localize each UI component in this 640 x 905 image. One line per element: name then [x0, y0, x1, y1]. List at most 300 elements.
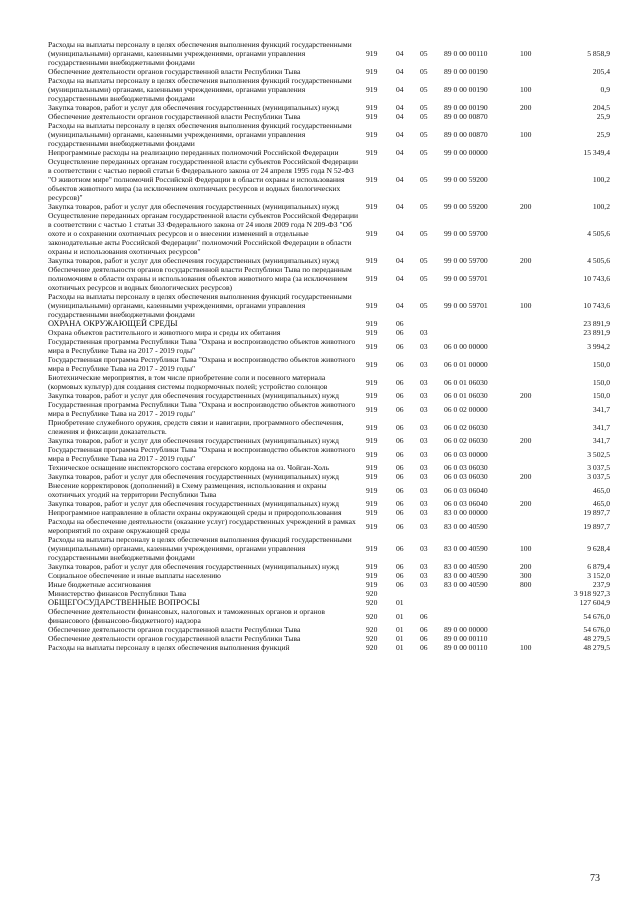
table-row — [48, 535, 610, 562]
section-code — [396, 589, 420, 598]
amount: 3 502,5 — [587, 449, 610, 459]
amount: 23 891,9 — [583, 319, 610, 328]
table-row — [48, 463, 610, 472]
expense-type-code — [520, 319, 558, 328]
ministry-code: 919 — [366, 485, 378, 495]
amount: 0,9 — [600, 85, 610, 94]
item-name: Закупка товаров, работ и услуг для обеспечения государственных (муниципальных) нужд — [48, 499, 339, 508]
expense-type-code: 200 — [520, 562, 532, 571]
table-row — [48, 418, 610, 436]
amount: 341,7 — [592, 436, 610, 445]
item-name: Расходы на обеспечение деятельности (оказание услуг) государственных учреждений в рамках мероприятий по охране окружающей среды — [48, 517, 356, 535]
item-name: Закупка товаров, работ и услуг для обеспечения государственных (муниципальных) нужд — [48, 436, 339, 445]
amount: 237,9 — [592, 580, 610, 589]
amount: 54 676,0 — [583, 611, 610, 621]
expense-type-code — [520, 112, 558, 121]
table-row — [48, 157, 610, 202]
section-code: 04 — [396, 130, 404, 139]
expense-type-code: 200 — [520, 391, 532, 400]
section-code: 06 — [396, 472, 404, 481]
ministry-code: 919 — [366, 449, 378, 459]
amount: 150,0 — [592, 359, 610, 369]
item-name: Расходы на выплаты персоналу в целях обеспечения выполнения функций государственными (муниципальными) органами, казенными учреждениями, органами управления государственными внебюджетными фондами — [48, 76, 352, 103]
amount: 127 604,9 — [579, 598, 610, 607]
ministry-code: 919 — [366, 436, 378, 445]
section-code: 01 — [396, 598, 404, 607]
ministry-code: 919 — [366, 328, 378, 337]
target-article-code: 83 0 00 40590 — [444, 580, 488, 589]
table-row — [48, 256, 610, 265]
amount: 341,7 — [592, 404, 610, 414]
amount: 150,0 — [592, 391, 610, 400]
ministry-code: 920 — [366, 634, 378, 643]
target-article-code: 99 0 00 59700 — [444, 256, 488, 265]
table-row — [48, 319, 610, 328]
table-row — [48, 328, 610, 337]
ministry-code: 919 — [366, 319, 378, 328]
subsection-code: 03 — [420, 571, 428, 580]
table-row — [48, 355, 610, 373]
subsection-code: 03 — [420, 562, 428, 571]
table-row — [48, 625, 610, 634]
subsection-code — [420, 319, 444, 328]
section-code: 04 — [396, 256, 404, 265]
section-code: 06 — [396, 508, 404, 517]
table-row — [48, 589, 610, 598]
subsection-code: 03 — [420, 422, 428, 432]
amount: 100,2 — [592, 175, 610, 184]
target-article-code: 06 0 03 06030 — [444, 463, 488, 472]
table-row — [48, 292, 610, 319]
table-row — [48, 436, 610, 445]
expense-type-code: 200 — [520, 256, 532, 265]
item-name: Обеспечение деятельности органов государственной власти Республики Тыва по переданным полномочиям в области охраны и использования объектов животного мира (за исключением охотничьих ресурсов и водных биологических ресурсов) — [48, 265, 352, 292]
item-name: Государственная программа Республики Тыва "Охрана и воспроизводство объектов животного мира в Республике Тыва на 2017 - 2019 годы" — [48, 400, 356, 418]
target-article-code: 06 0 03 06030 — [444, 472, 488, 481]
expense-type-code — [520, 418, 558, 436]
subsection-code: 06 — [420, 634, 428, 643]
table-row — [48, 580, 610, 589]
ministry-code: 919 — [366, 202, 378, 211]
item-name: Непрограммное направление в области охраны окружающей среды и природопользования — [48, 508, 342, 517]
section-code: 06 — [396, 328, 404, 337]
section-code: 01 — [396, 611, 404, 621]
target-article-code: 99 0 00 59700 — [444, 229, 488, 238]
ministry-code: 920 — [366, 625, 378, 634]
ministry-code: 919 — [366, 103, 378, 112]
ministry-code: 919 — [366, 148, 378, 157]
expense-type-code: 800 — [520, 580, 532, 589]
section-code: 06 — [396, 544, 404, 553]
expense-type-code — [520, 598, 558, 607]
subsection-code — [420, 589, 444, 598]
target-article-code: 89 0 00 00870 — [444, 112, 488, 121]
item-name: Охрана объектов растительного и животного мира и среды их обитания — [48, 328, 281, 337]
subsection-code: 05 — [420, 274, 428, 283]
target-article-code: 83 0 00 40590 — [444, 521, 488, 531]
subsection-code: 05 — [420, 85, 428, 94]
subsection-code: 05 — [420, 148, 428, 157]
ministry-code: 919 — [366, 562, 378, 571]
table-row — [48, 562, 610, 571]
target-article-code: 06 0 02 06030 — [444, 422, 488, 432]
amount: 19 897,7 — [583, 521, 610, 531]
section-code: 06 — [396, 521, 404, 531]
amount: 10 743,6 — [583, 301, 610, 310]
target-article-code: 83 0 00 40590 — [444, 562, 488, 571]
table-row — [48, 499, 610, 508]
item-name: Социальное обеспечение и иные выплаты населению — [48, 571, 221, 580]
expense-type-code — [520, 400, 558, 418]
amount: 15 349,4 — [583, 148, 610, 157]
expense-type-code: 100 — [520, 301, 532, 310]
expense-type-code: 200 — [520, 472, 532, 481]
amount: 48 279,5 — [583, 634, 610, 643]
item-name: Техническое оснащение инспекторского состава егерского кордона на оз. Чойган-Холь — [48, 463, 330, 472]
item-name: Расходы на выплаты персоналу в целях обеспечения выполнения функций государственными (муниципальными) органами, казенными учреждениями, органами управления государственными внебюджетными фондами — [48, 292, 352, 319]
table-row — [48, 112, 610, 121]
ministry-code: 919 — [366, 341, 378, 351]
item-name: Государственная программа Республики Тыва "Охрана и воспроизводство объектов животного мира в Республике Тыва на 2017 - 2019 годы" — [48, 337, 356, 355]
section-code: 01 — [396, 625, 404, 634]
table-row — [48, 445, 610, 463]
item-name: Закупка товаров, работ и услуг для обеспечения государственных (муниципальных) нужд — [48, 562, 339, 571]
item-name: Расходы на выплаты персоналу в целях обеспечения выполнения функций государственными (муниципальными) органами, казенными учреждениями, органами управления государственными внебюджетными фондами — [48, 40, 352, 67]
ministry-code: 919 — [366, 274, 378, 283]
target-article-code — [444, 319, 520, 328]
table-row — [48, 337, 610, 355]
table-row — [48, 607, 610, 625]
section-code: 06 — [396, 436, 404, 445]
section-code: 04 — [396, 202, 404, 211]
section-code: 06 — [396, 463, 404, 472]
expense-type-code — [520, 517, 558, 535]
subsection-code: 06 — [420, 643, 428, 652]
target-article-code: 89 0 00 00190 — [444, 67, 488, 76]
section-code: 04 — [396, 274, 404, 283]
section-code: 06 — [396, 449, 404, 459]
item-name: Иные бюджетные ассигнования — [48, 580, 151, 589]
expense-type-code: 100 — [520, 49, 532, 58]
item-name: Государственная программа Республики Тыва "Охрана и воспроизводство объектов животного мира в Республике Тыва на 2017 - 2019 годы" — [48, 445, 356, 463]
expense-type-code: 100 — [520, 85, 532, 94]
section-code: 06 — [396, 499, 404, 508]
ministry-code: 919 — [366, 112, 378, 121]
expense-type-code — [520, 328, 558, 337]
target-article-code: 99 0 00 59200 — [444, 175, 488, 184]
amount: 54 676,0 — [583, 625, 610, 634]
subsection-code: 03 — [420, 472, 428, 481]
section-code: 04 — [396, 112, 404, 121]
target-article-code: 83 0 00 00000 — [444, 508, 488, 517]
subsection-code: 05 — [420, 175, 428, 184]
section-code: 06 — [396, 580, 404, 589]
amount: 465,0 — [592, 499, 610, 508]
subsection-code: 03 — [420, 508, 428, 517]
subsection-code: 03 — [420, 485, 428, 495]
item-name: Обеспечение деятельности органов государственной власти Республики Тыва — [48, 625, 301, 634]
item-name: Обеспечение деятельности органов государственной власти Республики Тыва — [48, 67, 301, 76]
table-row — [48, 76, 610, 103]
table-row — [48, 40, 610, 67]
item-name: Министерство финансов Республики Тыва — [48, 589, 187, 598]
amount: 48 279,5 — [583, 643, 610, 652]
item-name: Расходы на выплаты персоналу в целях обеспечения выполнения функций государственными (муниципальными) органами, казенными учреждениями, органами управления государственными внебюджетными фондами — [48, 535, 352, 562]
amount: 341,7 — [592, 422, 610, 432]
target-article-code: 06 0 00 00000 — [444, 341, 488, 351]
ministry-code: 919 — [366, 508, 378, 517]
amount: 100,2 — [592, 202, 610, 211]
subsection-code: 05 — [420, 103, 428, 112]
ministry-code: 919 — [366, 130, 378, 139]
target-article-code: 99 0 00 59701 — [444, 301, 488, 310]
section-code: 04 — [396, 103, 404, 112]
ministry-code: 920 — [366, 589, 378, 598]
ministry-code: 919 — [366, 359, 378, 369]
item-name: Закупка товаров, работ и услуг для обеспечения государственных (муниципальных) нужд — [48, 472, 339, 481]
amount: 150,0 — [592, 377, 610, 387]
ministry-code: 919 — [366, 175, 378, 184]
target-article-code: 89 0 00 00190 — [444, 85, 488, 94]
expense-type-code — [520, 157, 558, 202]
item-name: Обеспечение деятельности органов государственной власти Республики Тыва — [48, 112, 301, 121]
target-article-code — [444, 589, 520, 598]
expense-type-code: 100 — [520, 544, 532, 553]
expense-type-code — [520, 67, 558, 76]
table-row — [48, 211, 610, 256]
item-name: Осуществление переданных органам государственной власти субъектов Российской Федерации в соответствии с частью первой статьи 6 Федерального закона от 24 апреля 1995 года N 52-ФЗ "О животном мире" полномочий Российской Федерации в области охраны и использования объектов животного мира (за исключением охотничьих ресурсов и водных биологических ресурсов)" — [48, 157, 359, 202]
amount: 25,9 — [596, 112, 610, 121]
table-row — [48, 517, 610, 535]
expense-type-code — [520, 463, 558, 472]
subsection-code: 03 — [420, 436, 428, 445]
target-article-code: 83 0 00 40590 — [444, 544, 488, 553]
expense-type-code: 100 — [520, 130, 532, 139]
section-code: 04 — [396, 175, 404, 184]
target-article-code: 99 0 00 00000 — [444, 148, 488, 157]
amount: 6 879,4 — [587, 562, 610, 571]
expense-type-code — [520, 211, 558, 256]
expense-type-code: 200 — [520, 103, 532, 112]
item-name: Обеспечение деятельности органов государственной власти Республики Тыва — [48, 634, 301, 643]
subsection-code: 05 — [420, 49, 428, 58]
table-row — [48, 508, 610, 517]
subsection-code: 05 — [420, 112, 428, 121]
ministry-code: 919 — [366, 85, 378, 94]
subsection-code: 03 — [420, 341, 428, 351]
table-row — [48, 103, 610, 112]
expense-type-code: 200 — [520, 202, 532, 211]
expense-type-code — [520, 508, 558, 517]
subsection-code: 03 — [420, 404, 428, 414]
item-name: Осуществление переданных органам государственной власти субъектов Российской Федерации в соответствии с частью 1 статьи 33 Федерального закона от 24 июля 2009 года N 209-ФЗ "Об охоте и о сохранении охотничьих ресурсов и о внесении изменений в отдельные законодательные акты Российской Федерации" полномочий Российской Федерации в области охраны и использования охотничьих ресурсов" — [48, 211, 359, 256]
table-row — [48, 391, 610, 400]
table-row — [48, 148, 610, 157]
subsection-code: 03 — [420, 499, 428, 508]
target-article-code: 06 0 01 06030 — [444, 377, 488, 387]
amount: 4 505,6 — [587, 256, 610, 265]
subsection-code: 05 — [420, 229, 428, 238]
amount: 204,5 — [592, 103, 610, 112]
subsection-code: 05 — [420, 202, 428, 211]
amount: 3 037,5 — [587, 463, 610, 472]
section-code: 04 — [396, 67, 404, 76]
subsection-code: 03 — [420, 544, 428, 553]
amount: 3 918 927,3 — [573, 589, 610, 598]
amount: 9 628,4 — [587, 544, 610, 553]
table-row — [48, 571, 610, 580]
item-name: Расходы на выплаты персоналу в целях обеспечения выполнения функций государственными (муниципальными) органами, казенными учреждениями, органами управления государственными внебюджетными фондами — [48, 121, 352, 148]
ministry-code: 919 — [366, 49, 378, 58]
ministry-code: 920 — [366, 598, 378, 607]
table-row — [48, 121, 610, 148]
subsection-code: 05 — [420, 256, 428, 265]
subsection-code: 06 — [420, 625, 428, 634]
page-number: 73 — [590, 873, 600, 884]
target-article-code: 99 0 00 59200 — [444, 202, 488, 211]
section-code: 06 — [396, 404, 404, 414]
section-code: 06 — [396, 319, 404, 328]
target-article-code: 83 0 00 40590 — [444, 571, 488, 580]
ministry-code: 919 — [366, 256, 378, 265]
ministry-code: 919 — [366, 422, 378, 432]
target-article-code: 99 0 00 59701 — [444, 274, 488, 283]
target-article-code: 06 0 03 06040 — [444, 485, 488, 495]
subsection-code: 06 — [420, 611, 428, 621]
expense-type-code — [520, 589, 558, 598]
expense-type-code — [520, 373, 558, 391]
expense-type-code — [520, 634, 558, 643]
budget-table — [48, 40, 610, 652]
ministry-code: 919 — [366, 544, 378, 553]
section-code: 04 — [396, 148, 404, 157]
item-name: Биотехнические мероприятия, в том числе приобретение соли и посевного материала (кормовых культур) для создания системы подкормочных полей; устройство солонцов — [48, 373, 328, 391]
amount: 205,4 — [592, 67, 610, 76]
expense-type-code — [520, 481, 558, 499]
amount: 5 858,9 — [587, 49, 610, 58]
ministry-code: 919 — [366, 499, 378, 508]
subsection-code: 03 — [420, 449, 428, 459]
table-row — [48, 643, 610, 652]
expense-type-code — [520, 607, 558, 625]
target-article-code: 89 0 00 00110 — [444, 49, 488, 58]
expense-type-code — [520, 445, 558, 463]
section-code: 06 — [396, 485, 404, 495]
expense-type-code — [520, 625, 558, 634]
item-name: Непрограммные расходы на реализацию переданных полномочий Российской Федерации — [48, 148, 339, 157]
table-row — [48, 373, 610, 391]
expense-type-code: 200 — [520, 499, 532, 508]
item-name: Расходы на выплаты персоналу в целях обеспечения выполнения функций — [48, 643, 290, 652]
section-code: 01 — [396, 634, 404, 643]
amount: 3 994,2 — [587, 341, 610, 351]
item-name: Внесение корректировок (дополнений) в Схему размещения, использования и охраны охотничьих угодий на территории Республики Тыва — [48, 481, 327, 499]
table-row — [48, 472, 610, 481]
section-code: 01 — [396, 643, 404, 652]
subsection-code: 03 — [420, 463, 428, 472]
item-name: ОХРАНА ОКРУЖАЮЩЕЙ СРЕДЫ — [48, 319, 178, 328]
ministry-code: 919 — [366, 404, 378, 414]
target-article-code: 89 0 00 00000 — [444, 625, 488, 634]
ministry-code: 920 — [366, 643, 378, 652]
target-article-code: 06 0 02 00000 — [444, 404, 488, 414]
ministry-code: 919 — [366, 377, 378, 387]
amount: 4 505,6 — [587, 229, 610, 238]
target-article-code — [444, 607, 520, 625]
ministry-code: 919 — [366, 580, 378, 589]
target-article-code: 06 0 01 00000 — [444, 359, 488, 369]
section-code: 06 — [396, 571, 404, 580]
ministry-code: 919 — [366, 521, 378, 531]
section-code: 04 — [396, 49, 404, 58]
target-article-code: 89 0 00 00190 — [444, 103, 488, 112]
table-row — [48, 481, 610, 499]
table-row — [48, 265, 610, 292]
amount: 465,0 — [592, 485, 610, 495]
subsection-code: 03 — [420, 359, 428, 369]
item-name: Закупка товаров, работ и услуг для обеспечения государственных (муниципальных) нужд — [48, 103, 339, 112]
expense-type-code — [520, 148, 558, 157]
section-code: 06 — [396, 422, 404, 432]
subsection-code: 03 — [420, 580, 428, 589]
ministry-code: 919 — [366, 571, 378, 580]
item-name: Закупка товаров, работ и услуг для обеспечения государственных (муниципальных) нужд — [48, 256, 339, 265]
expense-type-code — [520, 265, 558, 292]
ministry-code: 920 — [366, 611, 378, 621]
subsection-code: 03 — [420, 521, 428, 531]
section-code: 06 — [396, 391, 404, 400]
ministry-code: 919 — [366, 229, 378, 238]
subsection-code: 03 — [420, 328, 428, 337]
ministry-code: 919 — [366, 301, 378, 310]
section-code: 06 — [396, 377, 404, 387]
table-row — [48, 598, 610, 607]
item-name: Закупка товаров, работ и услуг для обеспечения государственных (муниципальных) нужд — [48, 391, 339, 400]
item-name: Приобретение служебного оружия, средств связи и навигации, программного обеспечения, слежения и фиксации доказательств. — [48, 418, 344, 436]
item-name: Обеспечение деятельности финансовых, налоговых и таможенных органов и органов финансового (финансово-бюджетного) надзора — [48, 607, 326, 625]
section-code: 06 — [396, 562, 404, 571]
target-article-code — [444, 328, 520, 337]
expense-type-code — [520, 355, 558, 373]
table-row — [48, 202, 610, 211]
expense-type-code — [520, 337, 558, 355]
target-article-code: 89 0 00 00110 — [444, 643, 488, 652]
expense-type-code: 100 — [520, 643, 532, 652]
target-article-code: 06 0 03 00000 — [444, 449, 488, 459]
section-code: 04 — [396, 301, 404, 310]
amount: 23 891,9 — [583, 328, 610, 337]
section-code: 04 — [396, 229, 404, 238]
table-body — [48, 40, 610, 652]
amount: 25,9 — [596, 130, 610, 139]
target-article-code: 06 0 03 06040 — [444, 499, 488, 508]
target-article-code: 89 0 00 00110 — [444, 634, 488, 643]
ministry-code: 919 — [366, 67, 378, 76]
table-row — [48, 400, 610, 418]
target-article-code: 06 0 01 06030 — [444, 391, 488, 400]
item-name: Государственная программа Республики Тыва "Охрана и воспроизводство объектов животного мира в Республике Тыва на 2017 - 2019 годы" — [48, 355, 356, 373]
expense-type-code: 300 — [520, 571, 532, 580]
amount: 10 743,6 — [583, 274, 610, 283]
item-name: Закупка товаров, работ и услуг для обеспечения государственных (муниципальных) нужд — [48, 202, 339, 211]
item-name: ОБЩЕГОСУДАРСТВЕННЫЕ ВОПРОСЫ — [48, 598, 200, 607]
section-code: 04 — [396, 85, 404, 94]
subsection-code: 05 — [420, 130, 428, 139]
ministry-code: 919 — [366, 472, 378, 481]
section-code: 06 — [396, 359, 404, 369]
table-row — [48, 634, 610, 643]
subsection-code: 03 — [420, 391, 428, 400]
